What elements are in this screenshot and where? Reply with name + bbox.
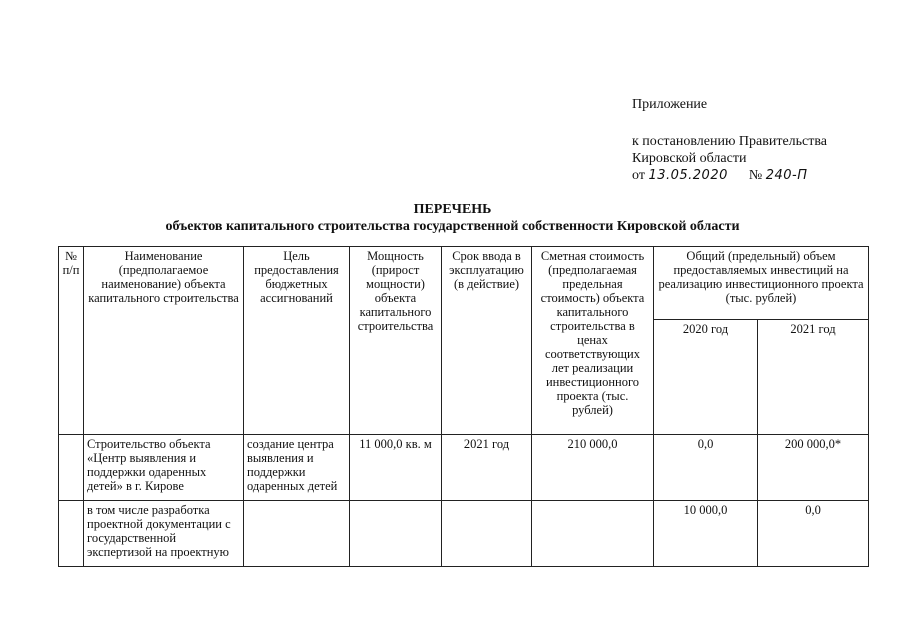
handwritten-number: 240-П: [765, 168, 808, 183]
header-goal: Цель предоставления бюджетных ассигнований: [244, 247, 350, 435]
handwritten-date: 13.05.2020: [648, 168, 728, 183]
header-name: Наименование (предполагаемое наименование) объекта капитального строительства: [84, 247, 244, 435]
cell-cost: [532, 501, 654, 567]
cell-deadline: 2021 год: [442, 435, 532, 501]
cell-2020: 0,0: [654, 435, 758, 501]
appendix-title: Приложение: [632, 97, 708, 112]
cell-cost: 210 000,0: [532, 435, 654, 501]
number-prefix: №: [748, 168, 763, 183]
cell-goal: [244, 501, 350, 567]
appendix-line-1: к постановлению Правительства: [632, 134, 828, 149]
header-year-2021: 2021 год: [758, 320, 869, 435]
header-num: № п/п: [59, 247, 84, 435]
cell-2021: 200 000,0*: [758, 435, 869, 501]
table-header-row: [59, 247, 869, 320]
header-investment: Общий (предельный) объем предоставляемых инвестиций на реализацию инвестиционного проекта (тыс. рублей): [654, 247, 869, 320]
appendix-line-2: Кировской области: [632, 151, 747, 166]
table-row: [59, 435, 869, 501]
header-capacity: Мощность (прирост мощности) объекта капитального строительства: [350, 247, 442, 435]
cell-num: [59, 435, 84, 501]
cell-num: [59, 501, 84, 567]
objects-table: [58, 246, 869, 567]
header-deadline: Срок ввода в эксплуатацию (в действие): [442, 247, 532, 435]
document-title: ПЕРЕЧЕНЬ: [413, 202, 492, 217]
cell-deadline: [442, 501, 532, 567]
cell-name: в том числе разработка проектной документации с государственной экспертизой на проектную: [84, 501, 244, 567]
cell-capacity: [350, 501, 442, 567]
date-prefix: от: [632, 168, 645, 183]
header-year-2020: 2020 год: [654, 320, 758, 435]
cell-name: Строительство объекта «Центр выявления и поддержки одаренных детей» в г. Кирове: [84, 435, 244, 501]
cell-capacity: 11 000,0 кв. м: [350, 435, 442, 501]
table-row: [59, 501, 869, 567]
cell-2021: 0,0: [758, 501, 869, 567]
cell-goal: создание центра выявления и поддержки одаренных детей: [244, 435, 350, 501]
document-subtitle: объектов капитального строительства государственной собственности Кировской области: [165, 219, 740, 234]
appendix-line-3: [632, 167, 808, 184]
cell-2020: 10 000,0: [654, 501, 758, 567]
header-cost: Сметная стоимость (предполагаемая предельная стоимость) объекта капитального строительства в ценах соответствующих лет реализации инвестиционного проекта (тыс. рублей): [532, 247, 654, 435]
